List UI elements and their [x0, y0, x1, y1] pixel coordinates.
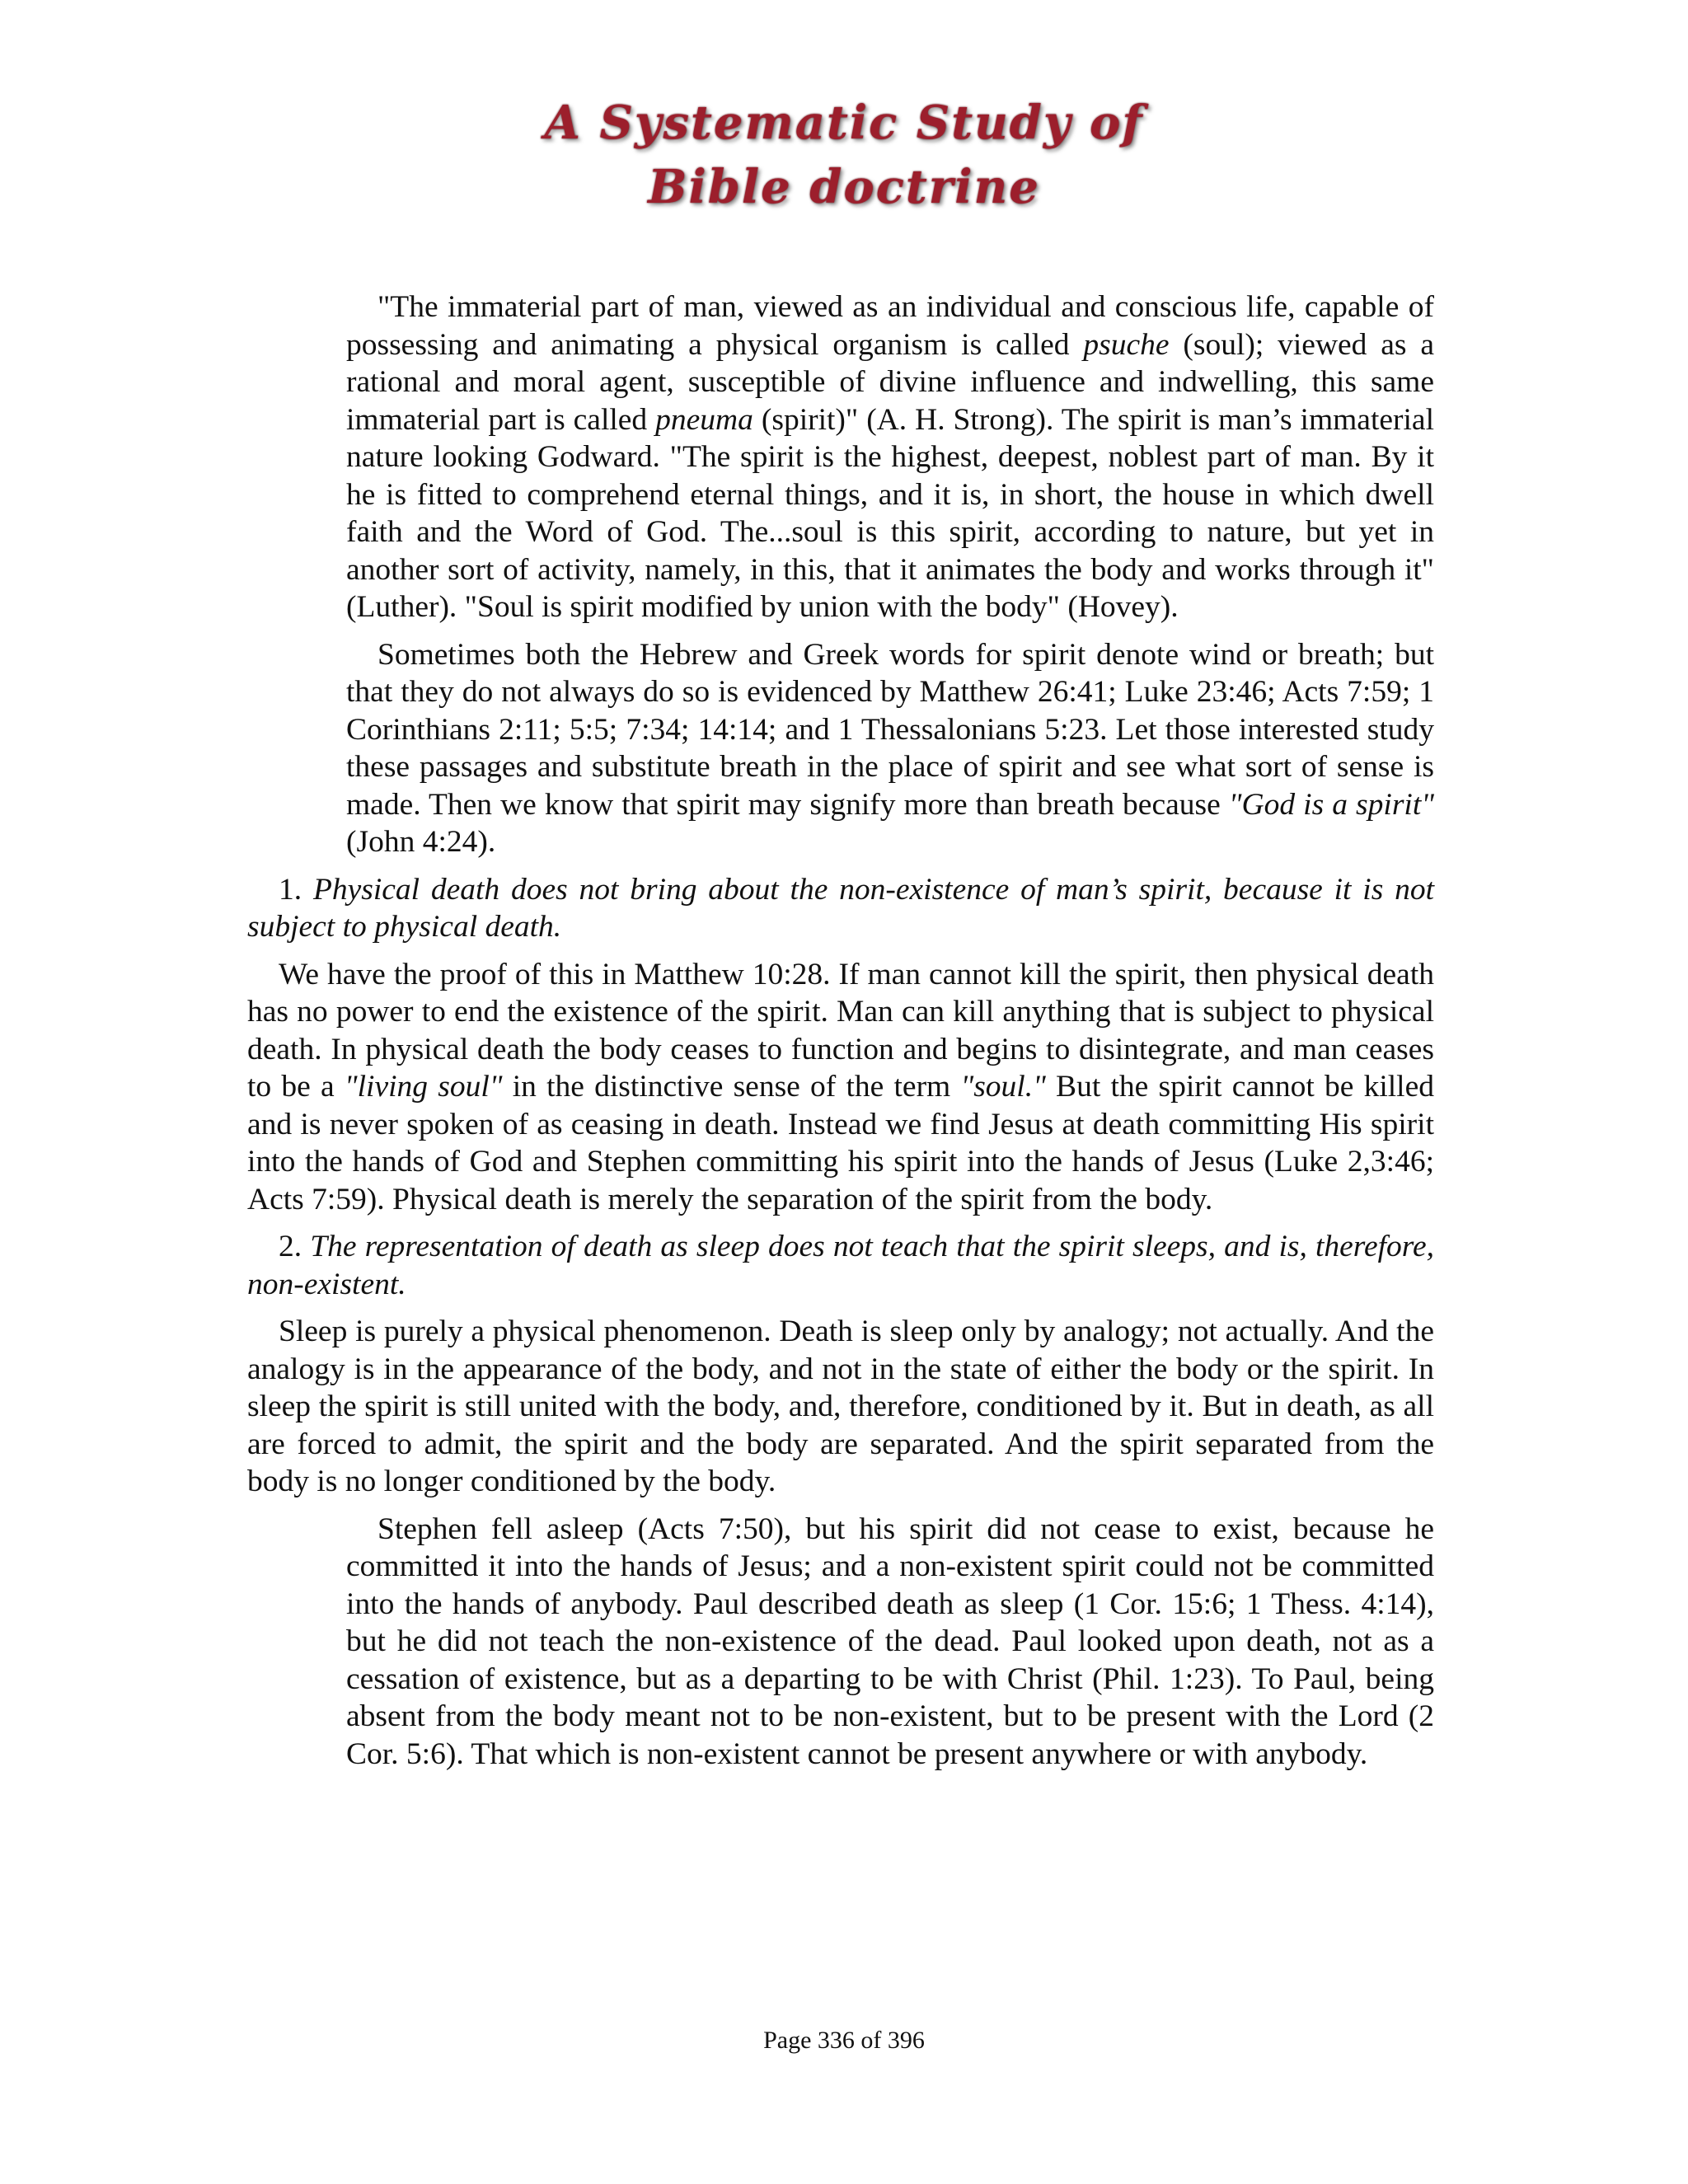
logo-line-1: A Systematic Study of	[544, 96, 1144, 150]
point-number: 2.	[279, 1230, 311, 1263]
paragraph-sleep-analogy: Sleep is purely a physical phenomenon. Death is sleep only by analogy; not actually. And the analogy is in the appearance of the body, and not in the state of either the body or the spirit. In sleep the spirit is still united with the body, and, therefore, conditioned by it. But in death, as all are forced to admit, the spirit and the body are separated. And the spirit separated from the body is no longer conditioned by the body.	[247, 1315, 1434, 1498]
text-run: "The immaterial part of man, viewed as an individual and conscious life, capable of possessing and animating a physical organism is called	[346, 290, 1434, 362]
text-run: (John 4:24).	[346, 825, 496, 859]
text-run: (soul); viewed as a rational and moral agent, susceptible of divine influence and indwelling, this same immaterial part is called	[346, 327, 1435, 437]
text-run: in the distinctive sense of the term	[502, 1070, 961, 1104]
paragraph-spirit-breath	[346, 636, 1434, 861]
text-run: But the spirit cannot be killed and is never spoken of as ceasing in death. Instead we find Jesus at death committing His spirit into the hands of God and Stephen committing his spirit into the hands of Jesus (Luke 2,3:46; Acts 7:59). Physical death is merely the separation of the spirit from the body.	[247, 1070, 1434, 1216]
point-heading-text: The representation of death as sleep does not teach that the spirit sleeps, and is, therefore, non-existent.	[247, 1230, 1434, 1301]
paragraph-physical-death	[247, 956, 1434, 1219]
quote-god-is-spirit: "God is a spirit"	[1228, 787, 1434, 822]
text-run: (spirit)" (A. H. Strong). The spirit is man’s immaterial nature looking Godward. "The spirit is the highest, deepest, noblest part of man. By it he is fitted to comprehend eternal things, and it is, in short, the house in which dwell faith and the Word of God. The...soul is this spirit, according to nature, but yet in another sort of activity, namely, in this, that it animates the body and works through it" (Luther). "Soul is spirit modified by union with the body" (Hovey).	[346, 402, 1434, 624]
point-heading-text: Physical death does not bring about the non-existence of man’s spirit, because it is not subject to physical death.	[247, 872, 1435, 944]
text-run: Sometimes both the Hebrew and Greek words for spirit denote wind or breath; but that they do not always do so is evidenced by Matthew 26:41; Luke 23:46; Acts 7:59; 1 Corinthians 2:11; 5:5; 7:34; 14:14; and 1 Thessalonians 5:23. Let those interested study these passages and substitute breath in the place of spirit and see what sort of sense is made. Then we know that spirit may signify more than breath because	[346, 637, 1434, 822]
point-heading-2	[247, 1228, 1434, 1303]
term-pneuma: pneuma	[655, 402, 753, 437]
page-number: Page 336 of 396	[763, 2027, 925, 2054]
quote-soul: "soul."	[960, 1070, 1046, 1104]
term-psuche: psuche	[1083, 327, 1170, 362]
book-title-logo	[0, 91, 1688, 219]
point-heading-1	[247, 871, 1434, 946]
quote-paragraph-strong-luther	[346, 288, 1434, 626]
page-content	[247, 288, 1434, 1783]
paragraph-stephen-paul: Stephen fell asleep (Acts 7:50), but his spirit did not cease to exist, because he committed it into the hands of Jesus; and a non-existent spirit could not be committed into the hands of anybody. Paul described death as sleep (1 Cor. 15:6; 1 Thess. 4:14), but he did not teach the non-existence of the dead. Paul looked upon death, not as a cessation of existence, but as a departing to be with Christ (Phil. 1:23). To Paul, being absent from the body meant not to be non-existent, but to be present with the Lord (2 Cor. 5:6). That which is non-existent cannot be present anywhere or with anybody.	[346, 1511, 1434, 1771]
logo-line-2: Bible doctrine	[648, 160, 1040, 214]
point-number: 1.	[279, 872, 313, 907]
quote-living-soul: "living soul"	[344, 1070, 503, 1104]
text-run: We have the proof of this in Matthew 10:28. If man cannot kill the spirit, then physical death has no power to end the existence of the spirit. Man can kill anything that is subject to physical death. In physical death the body ceases to function and begins to disintegrate, and man ceases to be a	[247, 957, 1434, 1104]
